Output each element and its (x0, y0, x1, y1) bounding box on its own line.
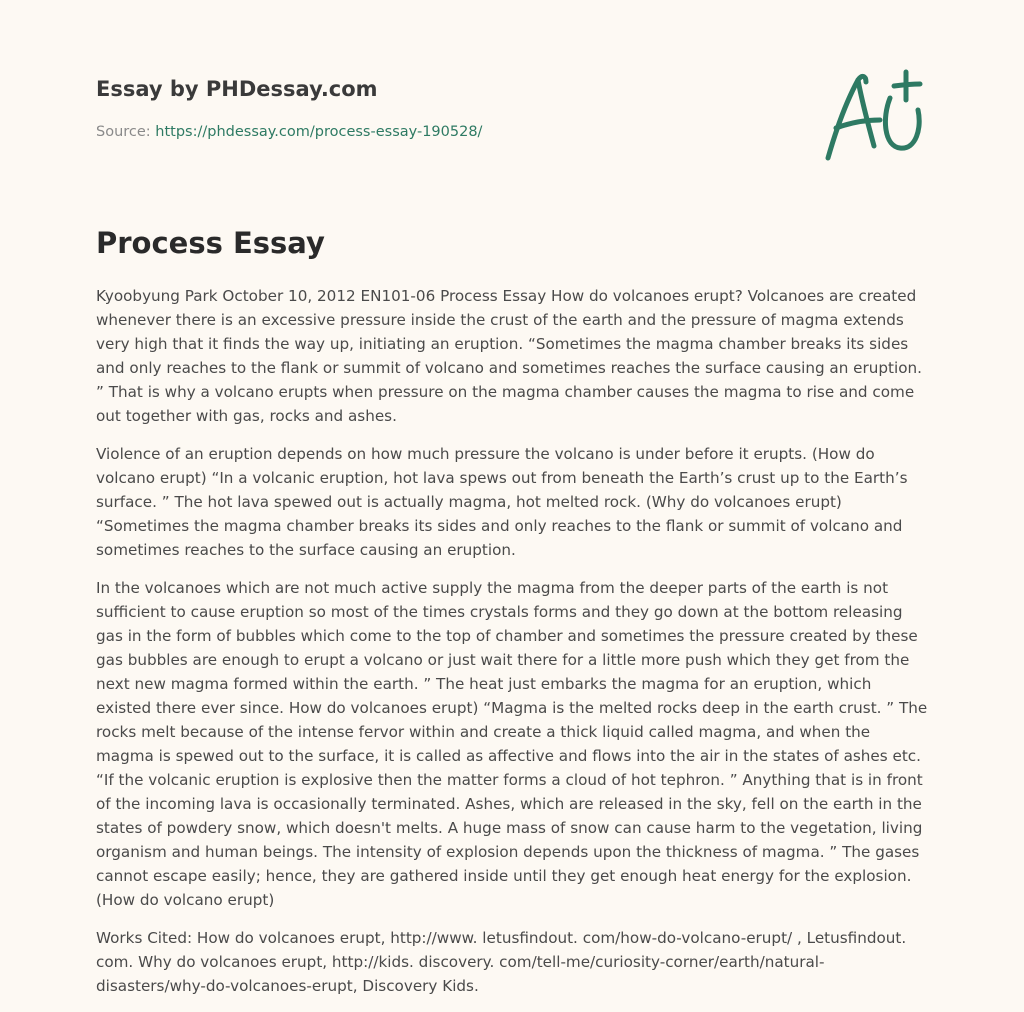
source-link[interactable]: https://phdessay.com/process-essay-190528/ (155, 124, 483, 140)
source-line (96, 124, 482, 140)
essay-page (96, 0, 928, 995)
essay-paragraph: Kyoobyung Park October 10, 2012 EN101-06 Process Essay How do volcanoes erupt? Volcanoes are created whenever there is an excessive pressure inside the crust of the earth and the pressure of magma extends very high that it finds the way up, initiating an eruption. “Sometimes the magma chamber breaks its sides and only reaches to the flank or summit of volcano and sometimes reaches the surface causing an eruption. ” That is why a volcano erupts when pressure on the magma chamber causes the magma to rise and come out together with gas, rocks and ashes. (96, 287, 922, 425)
page-header (96, 0, 928, 190)
works-cited: Works Cited: How do volcanoes erupt, http://www. letusfindout. com/how-do-volcano-erupt/ , Letusfindout. com. Why do volcanoes erupt, http://kids. discovery. com/tell-me/curiosity-corner/earth/natural-disasters/why-do-volcanoes-erupt, Discovery Kids. (96, 929, 907, 995)
source-label: Source: (96, 124, 151, 140)
essay-title: Process Essay (96, 226, 325, 260)
a-plus-grade-icon (822, 68, 926, 164)
site-title: Essay by PHDessay.com (96, 77, 378, 101)
essay-paragraph: In the volcanoes which are not much active supply the magma from the deeper parts of the earth is not sufficient to cause eruption so most of the times crystals forms and they go down at the bottom releasing gas in the form of bubbles which come to the top of chamber and sometimes the pressure created by these gas bubbles are enough to erupt a volcano or just wait there for a little more push which they get from the next new magma formed within the earth. ” The heat just embarks the magma for an eruption, which existed there ever since. How do volcanoes erupt) “Magma is the melted rocks deep in the earth crust. ” The rocks melt because of the intense fervor within and create a thick liquid called magma, and when the magma is spewed out to the surface, it is called as affective and flows into the air in the states of ashes etc. “If the volcanic eruption is explosive then the matter forms a cloud of hot tephron. ” Anything that is in front of the incoming lava is occasionally terminated. Ashes, which are released in the sky, fell on the earth in the states of powdery snow, which doesn't melts. A huge mass of snow can cause harm to the vegetation, living organism and human beings. The intensity of explosion depends upon the thickness of magma. ” The gases cannot escape easily; hence, they are gathered inside until they get enough heat energy for the explosion. (How do volcano erupt) (96, 579, 928, 909)
essay-paragraph: Violence of an eruption depends on how much pressure the volcano is under before it erupts. (How do volcano erupt) “In a volcanic eruption, hot lava spews out from beneath the Earth’s crust up to the Earth’s surface. ” The hot lava spewed out is actually magma, hot melted rock. (Why do volcanoes erupt) “Sometimes the magma chamber breaks its sides and only reaches to the flank or summit of volcano and sometimes reaches to the surface causing an eruption. (96, 445, 908, 559)
essay-body (96, 284, 928, 1012)
